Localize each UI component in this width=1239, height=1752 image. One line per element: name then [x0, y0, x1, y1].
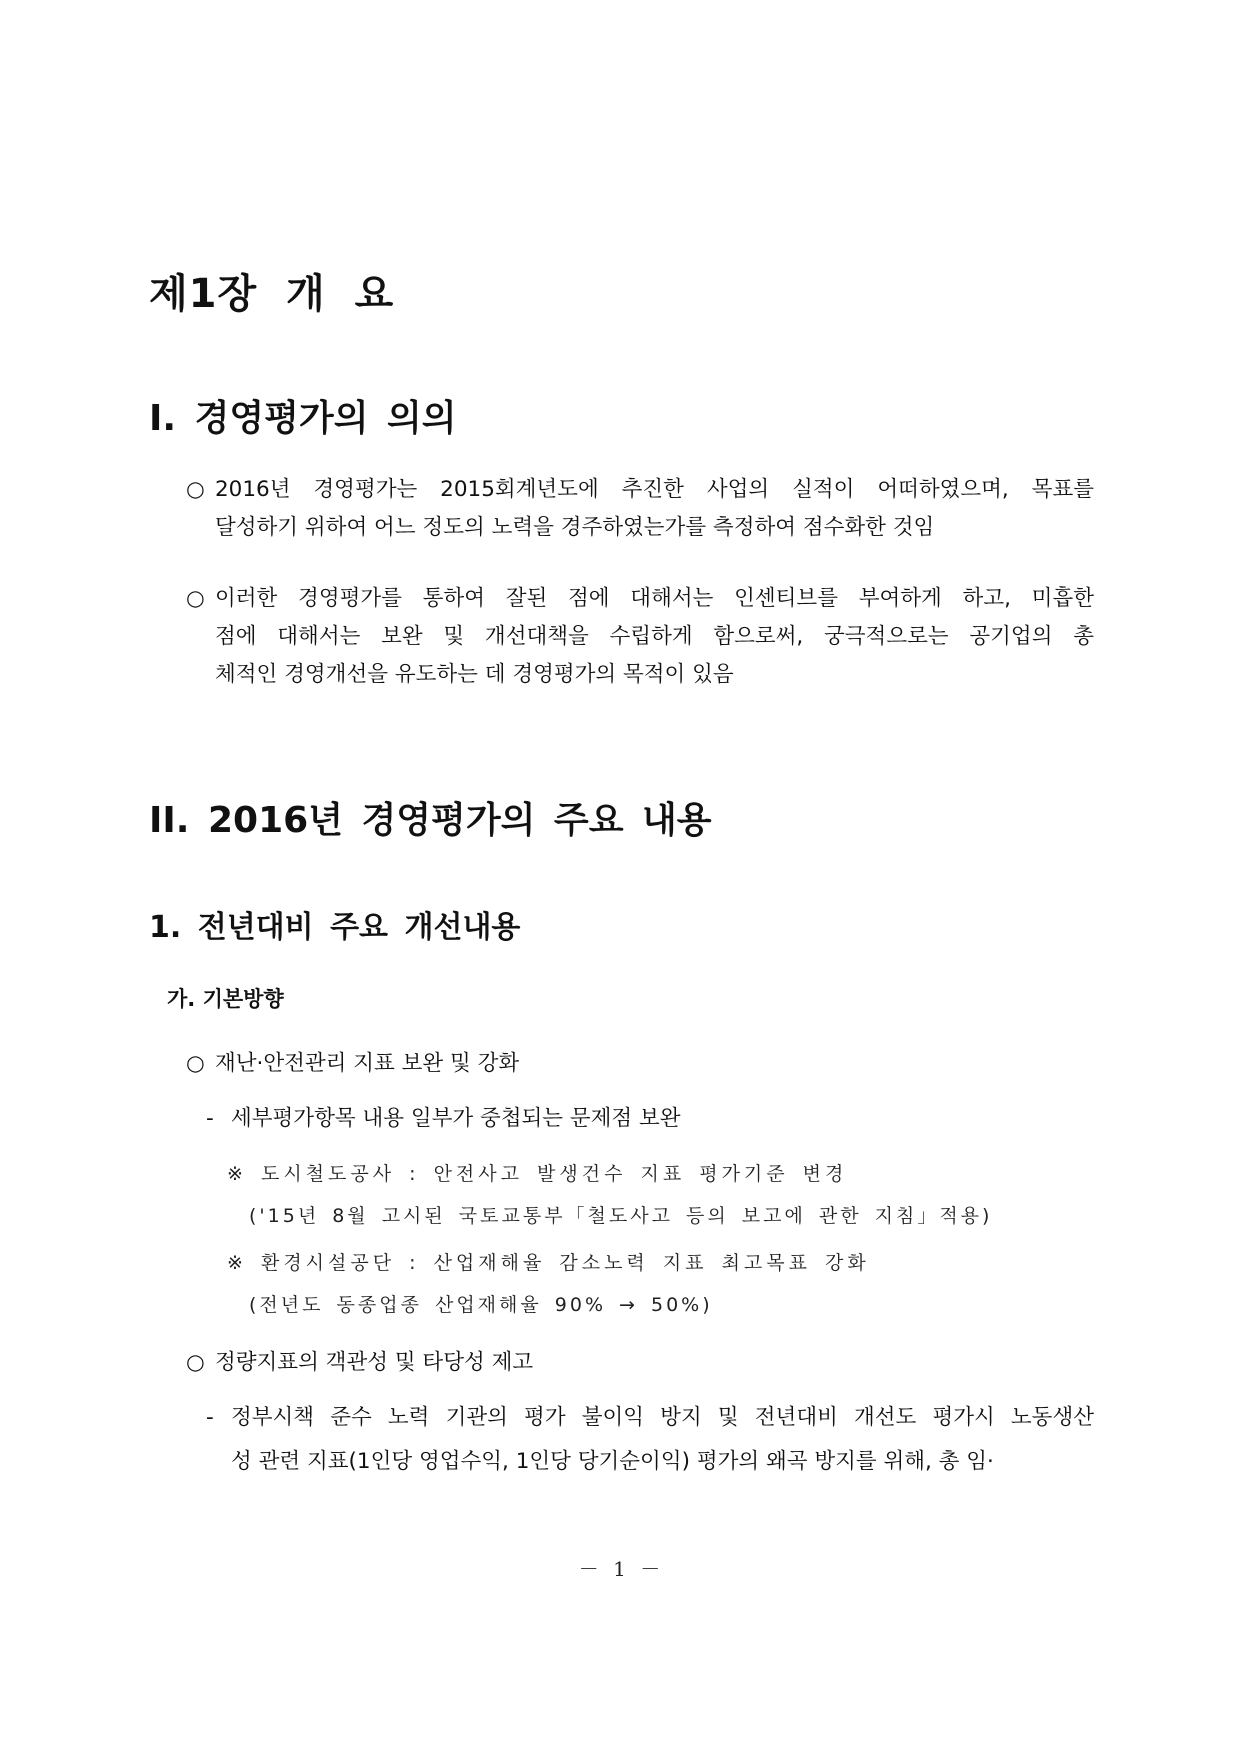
bullet-text: 정량지표의 객관성 및 타당성 제고	[215, 1350, 534, 1375]
note-subway-detail: ('15년 8월 고시된 국토교통부「철도사고 등의 보고에 관한 지침」적용)	[249, 1205, 993, 1227]
bullet-line: ○ 2016년 경영평가는 2015회계년도에 추진한 사업의 실적이 어떠하였으며, 목표를	[186, 471, 1094, 509]
dash-bullet-icon: -	[206, 1405, 214, 1430]
bullet-line: 달성하기 위하여 어느 정도의 노력을 경주하였는가를 측정하여 점수화한 것임	[215, 515, 935, 540]
dash-line: - 정부시책 준수 노력 기관의 평가 불이익 방지 및 전년대비 개선도 평가시 노동생산	[206, 1396, 1094, 1440]
chapter-title: 제1장 개 요	[149, 271, 395, 317]
circle-bullet-icon: ○	[186, 1350, 205, 1375]
bullet-safety	[186, 1046, 519, 1077]
section-1-bullet-1	[186, 471, 1094, 547]
dash-item-productivity	[206, 1396, 1094, 1484]
subsection-title: 1. 전년대비 주요 개선내용	[149, 910, 521, 945]
dash-line: 성 관련 지표(1인당 영업수익, 1인당 당기순이익) 평가의 왜곡 방지를 위해, 총 임·	[231, 1449, 994, 1474]
note-environment-detail: (전년도 동종업종 산업재해율 90% → 50%)	[249, 1294, 713, 1316]
circle-bullet-icon: ○	[186, 1051, 205, 1076]
page-number: － 1 －	[578, 1557, 661, 1581]
section-1-bullet-2	[186, 580, 1094, 694]
item-title: 가. 기본방향	[167, 987, 284, 1011]
section-2-title: II. 2016년 경영평가의 주요 내용	[149, 800, 712, 841]
bullet-line: 점에 대해서는 보완 및 개선대책을 수립하게 함으로써, 궁극적으로는 공기업의 총	[215, 624, 1094, 649]
note-subway: ※ 도시철도공사 : 안전사고 발생건수 지표 평가기준 변경	[227, 1163, 848, 1185]
bullet-text: 재난·안전관리 지표 보완 및 강화	[215, 1051, 520, 1076]
dash-text: 세부평가항목 내용 일부가 중첩되는 문제점 보완	[231, 1106, 681, 1131]
section-1-title: I. 경영평가의 의의	[149, 398, 457, 439]
bullet-line: ○ 이러한 경영평가를 통하여 잘된 점에 대해서는 인센티브를 부여하게 하고, 미흡한	[186, 580, 1094, 618]
bullet-quantitative	[186, 1345, 533, 1376]
note-environment: ※ 환경시설공단 : 산업재해율 감소노력 지표 최고목표 강화	[227, 1252, 870, 1274]
dash-bullet-icon: -	[206, 1106, 214, 1131]
circle-bullet-icon: ○	[186, 586, 205, 611]
circle-bullet-icon: ○	[186, 477, 205, 502]
bullet-line: 체적인 경영개선을 유도하는 데 경영평가의 목적이 있음	[215, 662, 734, 687]
dash-item-overlap	[206, 1101, 681, 1132]
